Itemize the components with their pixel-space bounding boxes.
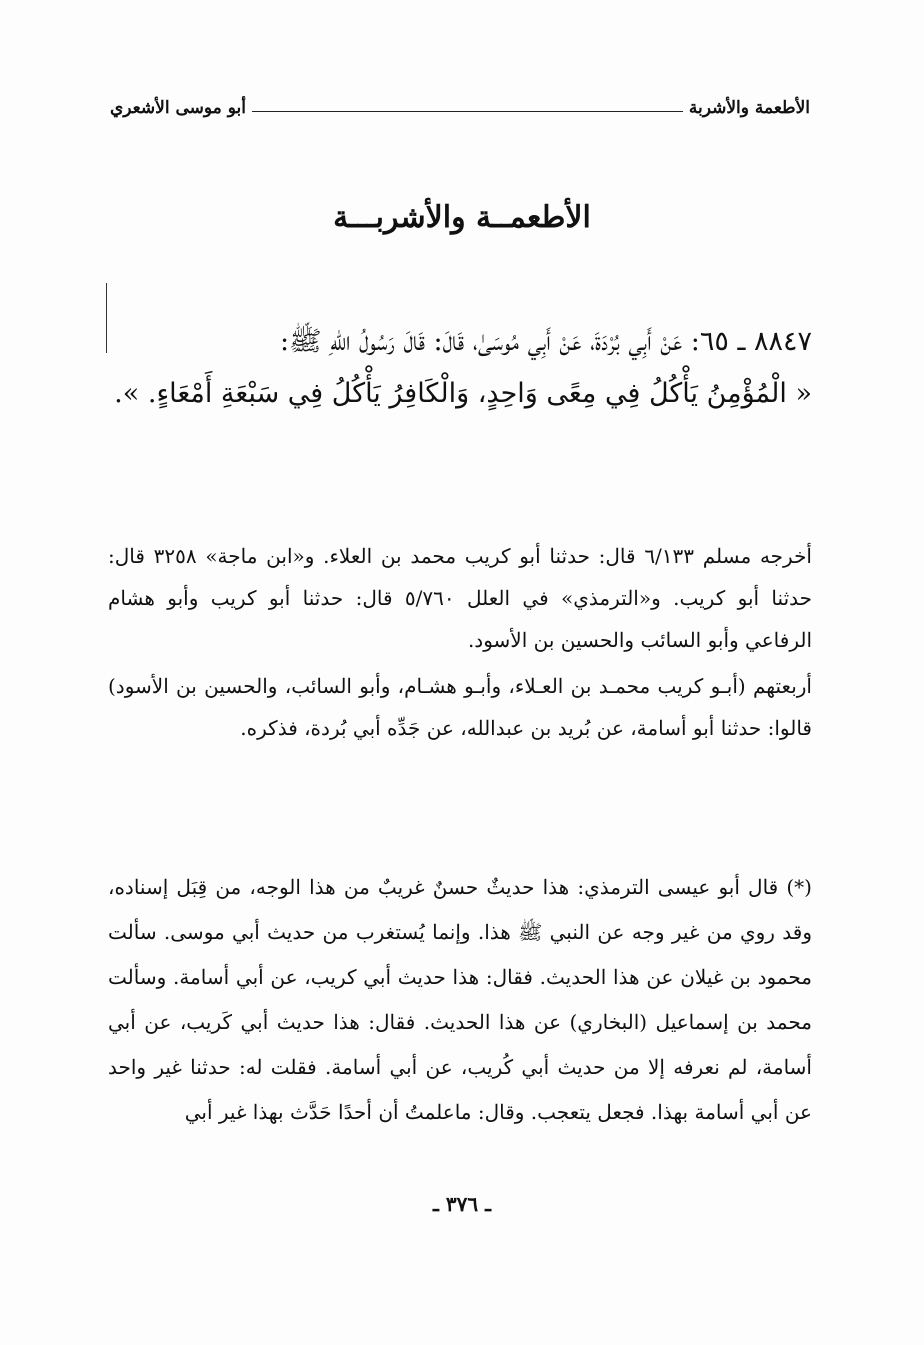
footnote-text: (*) قال أبو عيسى الترمذي: هذا حديثٌ حسنٌ غريبٌ من هذا الوجه، من قِبَل إسناده، وقد روي من غير وجه عن النبي ﷺ هذا. وإنما يُستغرب من حديث أبي موسى. سألت محمود بن غيلان عن هذا الحديث. فقال: هذا حديث أبي كريب، عن أبي أسامة. وسألت محمد بن إسماعيل (البخاري) عن هذا الحديث. فقال: هذا حديث أبي كَريب، عن أبي أسامة، لم نعرفه إلا من حديث أبي كُريب، عن أبي أسامة. فقلت له: حدثنا غير واحد عن أبي أسامة بهذا. فجعل يتعجب. وقال: ماعلمتُ أن أحدًا حَدَّث بهذا غير أبي (108, 875, 813, 1124)
chapter-title: الأطعمــة والأشربـــة (333, 200, 591, 235)
page-number: ـ ٣٧٦ ـ (433, 1192, 491, 1216)
header-chapter-title: الأطعمة والأشربة (688, 98, 810, 118)
takhrij-section (108, 535, 812, 749)
hadith-isnad: ٨٨٤٧ ـ ٦٥: عَنْ أَبِي بُرْدَةَ، عَنْ أَبِي مُوسَىٰ، قَالَ: قَالَ رَسُولُ اللهِ ﷺ: (279, 326, 812, 357)
header-rule (252, 111, 683, 112)
hadith-matn: « الْمُؤْمِنُ يَأْكُلُ فِي مِعًى وَاحِدٍ، وَالْكَافِرُ يَأْكُلُ فِي سَبْعَةِ أَمْعَاءٍ. ». (114, 378, 812, 409)
takhrij-paragraph-1: أخرجه مسلم ٦/١٣٣ قال: حدثنا أبو كريب محمد بن العلاء. و«ابن ماجة» ٣٢٥٨ قال: حدثنا أبو كريب. و«الترمذي» في العلل ٥/٧٦٠ قال: حدثنا أبو كريب وأبو هشام الرفاعي وأبو السائب والحسين بن الأسود. (108, 544, 812, 652)
margin-mark (106, 283, 107, 353)
running-header (110, 88, 810, 118)
footnote (108, 865, 812, 1135)
hadith-text (108, 318, 812, 418)
header-companion-name: أبو موسى الأشعري (110, 98, 246, 118)
takhrij-paragraph-2: أربعتهم (أبـو كريب محمـد بن العـلاء، وأبـو هشـام، وأبو السائب، والحسين بن الأسود) قالوا: حدثنا أبو أسامة، عن بُريد بن عبدالله، عن جَدِّه أبي بُردة، فذكره. (108, 674, 812, 740)
